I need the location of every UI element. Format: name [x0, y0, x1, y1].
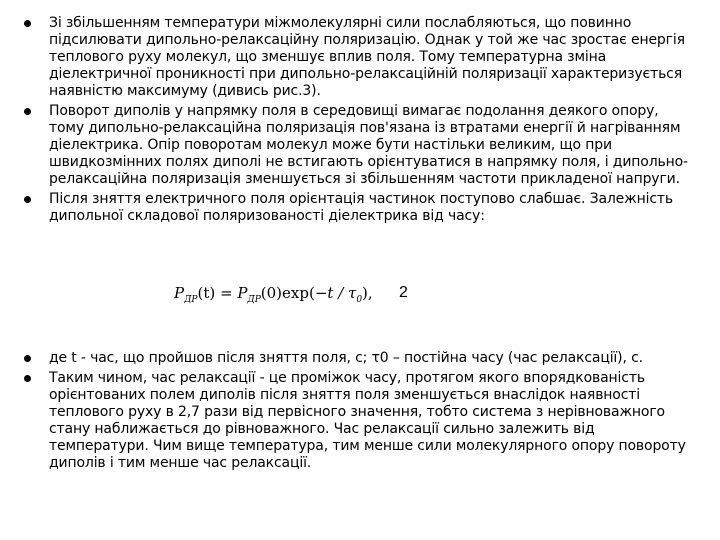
formula-lhs-argument: (t)	[197, 284, 216, 302]
bullet-text: Поворот диполів у напрямку поля в середовищі вимагає подолання деякого опору, тому дипольно-релаксаційна поляризація пов'язана із втратами енергії й нагріванням діелектрика. Опір поворотам молекул може бути настільки великим, що при швидкозмінних полях диполі не встигають орієнтуватися в напрямку поля, і дипольно-релаксаційна поляризація зменшується зі збільшенням частоти прикладеної напруги.	[49, 103, 688, 187]
bullet-item	[24, 15, 696, 100]
bullet-text: Після зняття електричного поля орієнтація частинок поступово слабшає. Залежність дипольної складової поляризованості діелектрика від часу:	[49, 191, 673, 224]
formula-exp-argument: −t / τ	[314, 284, 357, 302]
formula-exp-subscript: 0	[356, 295, 363, 305]
formula-rhs-symbol: P	[237, 284, 248, 302]
polarization-formula	[174, 283, 373, 310]
bullet-dot-icon	[24, 355, 31, 362]
formula-lhs-subscript: ДР	[184, 295, 198, 305]
bullet-item	[24, 191, 696, 225]
formula-trailer: ,	[367, 284, 373, 302]
equation-number: 2	[399, 284, 408, 301]
bullet-dot-icon	[24, 375, 31, 382]
bullet-dot-icon	[24, 20, 31, 27]
formula-exp-open: exp(	[282, 284, 315, 302]
formula-equals: =	[215, 284, 238, 302]
bullet-item	[24, 103, 696, 188]
bullet-dot-icon	[24, 108, 31, 115]
bullet-item	[24, 370, 696, 472]
bullet-item	[24, 350, 696, 367]
formula-rhs-argument: (0)	[260, 284, 283, 302]
bullet-text: де t - час, що пройшов після зняття поля, с; τ0 – постійна часу (час релаксації), с.	[49, 350, 643, 366]
formula-lhs-symbol: P	[174, 284, 185, 302]
bullet-text: Таким чином, час релаксації - це проміжок часу, протягом якого впорядкованість орієнтованих полем диполів після зняття поля зменшується внаслідок наявності теплового руху в 2,7 рази від первісного значення, тобто система з нерівноважного стану наближається до рівноважного. Час релаксації сильно залежить від температури. Чим вище температура, тим менше сили молекулярного опору повороту диполів і тим менше час релаксації.	[49, 370, 686, 471]
bullet-list-top	[24, 15, 696, 228]
formula-rhs-subscript: ДР	[247, 295, 261, 305]
bullet-list-bottom	[24, 350, 696, 475]
bullet-text: Зі збільшенням температури міжмолекулярні сили послабляються, що повинно підсилювати дипольно-релаксаційну поляризацію. Однак у той же час зростає енергія теплового руху молекул, що зменшує вплив поля. Тому температурна зміна діелектричної проникності при дипольно-релаксаційній поляризації характеризується наявністю максимуму (дивись рис.3).	[49, 15, 685, 99]
bullet-dot-icon	[24, 196, 31, 203]
formula-exp-close: )	[362, 284, 368, 302]
